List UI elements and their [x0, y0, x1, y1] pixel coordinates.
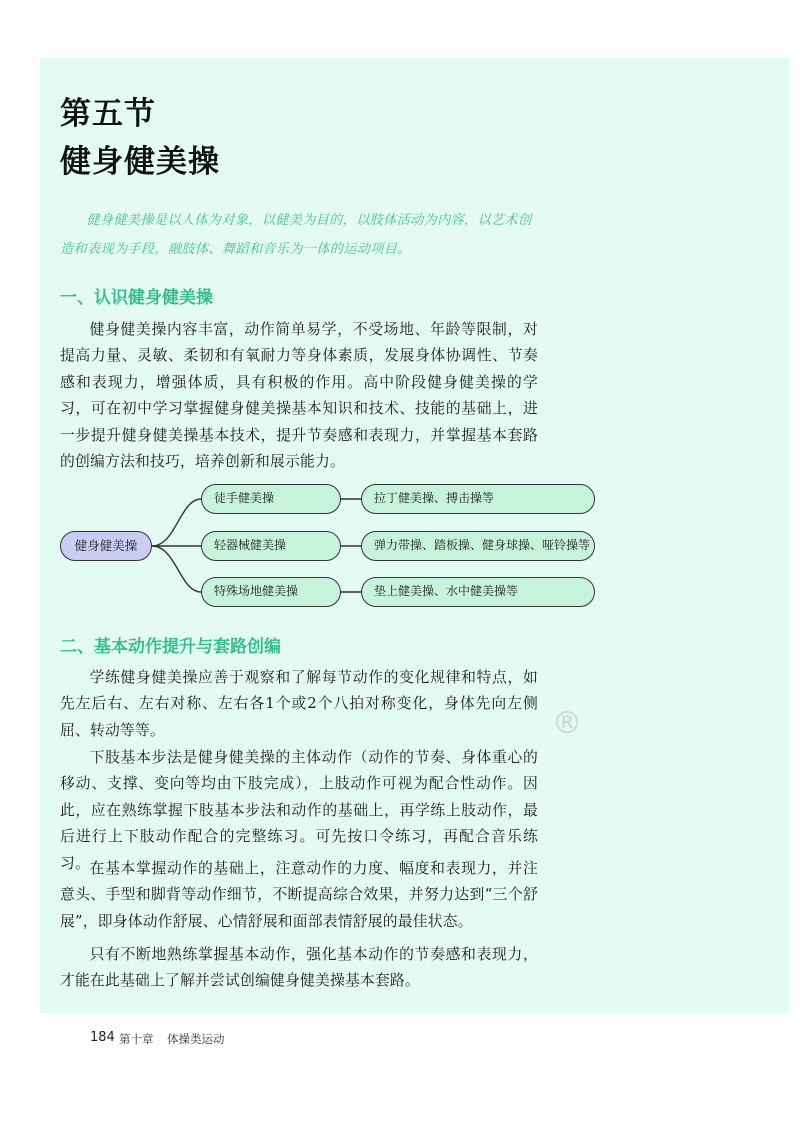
part2-paragraph-4: 只有不断地熟练掌握基本动作，强化基本动作的节奏感和表现力，才能在此基础上了解并尝试创编健身健美操基本套路。: [60, 946, 538, 990]
page-number: 184: [90, 1030, 115, 1045]
diagram-root-node: 健身健美操: [60, 531, 152, 561]
diagram-leaf-node: 垫上健美操、水中健美操等: [361, 577, 595, 607]
section-number: 第五节: [60, 96, 156, 132]
part2-paragraph-2: 下肢基本步法是健身健美操的主体动作（动作的节奏、身体重心的移动、支撑、变向等均由下肢完成），上肢动作可视为配合性动作。因此，应在熟练掌握下肢基本步法和动作的基础上，再学练上肢动作，最后进行上下肢动作配合的完整练习。可先按口令练习，再配合音乐练习。: [60, 749, 538, 872]
part1-paragraph-1: 健身健美操内容丰富，动作简单易学，不受场地、年龄等限制，对提高力量、灵敏、柔韧和有氧耐力等身体素质，发展身体协调性、节奏感和表现力，增强体质，具有积极的作用。高中阶段健身健美操的学习，可在初中学习掌握健身健美操基本知识和技术、技能的基础上，进一步提升健身健美操基本技术，提升节奏感和表现力，并掌握基本套路的创编方法和技巧，培养创新和展示能力。: [60, 321, 538, 471]
footer-chapter: 第十章: [119, 1032, 154, 1046]
heading-part1: 一、认识健身健美操: [60, 288, 213, 308]
footer-chapter-title: 体操类运动: [167, 1032, 225, 1046]
diagram-leaf-node: 弹力带操、踏板操、健身球操、哑铃操等: [361, 531, 595, 561]
heading-part2: 二、基本动作提升与套路创编: [60, 637, 281, 657]
diagram-branch-node: 轻器械健美操: [201, 531, 341, 561]
part2-paragraph-1: 学练健身健美操应善于观察和了解每节动作的变化规律和特点，如先左后右、左右对称、左右各1个或2个八拍对称变化，身体先向左侧屈、转动等等。: [60, 669, 538, 739]
part2-paragraph-3: 在基本掌握动作的基础上，注意动作的力度、幅度和表现力，并注意头、手型和脚背等动作细节，不断提高综合效果，并努力达到“三个舒展”，即身体动作舒展、心情舒展和面部表情舒展的最佳状态。: [60, 860, 538, 930]
section-title: 健身健美操: [60, 144, 220, 180]
intro-paragraph: 健身健美操是以人体为对象，以健美为目的，以肢体活动为内容，以艺术创造和表现为手段，融肢体、舞蹈和音乐为一体的运动项目。: [60, 213, 532, 257]
diagram-branch-node: 徒手健美操: [201, 484, 341, 514]
diagram-branch-node: 特殊场地健美操: [201, 577, 341, 607]
diagram-leaf-node: 拉丁健美操、搏击操等: [361, 484, 595, 514]
watermark-registered-mark: ®: [552, 706, 582, 741]
